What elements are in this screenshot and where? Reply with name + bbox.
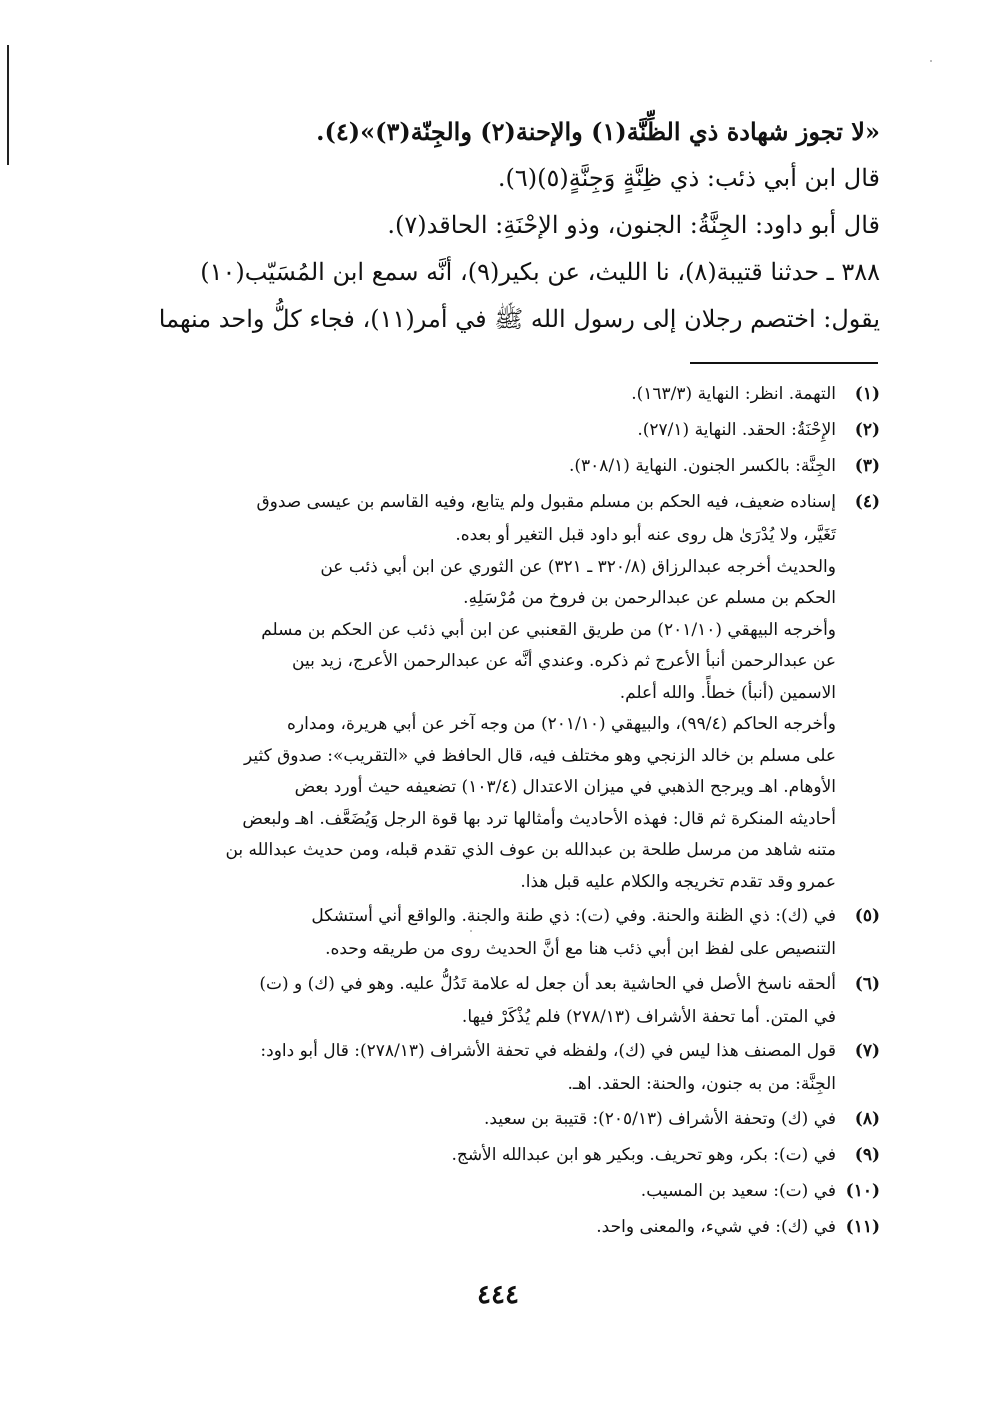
main-text-line: يقول: اختصم رجلان إلى رسول الله ﷺ في أمر(١١)، فجاء كلُّ واحد منهما bbox=[158, 305, 880, 333]
footnote-body bbox=[120, 1209, 836, 1245]
footnote-body bbox=[120, 966, 836, 1034]
footnote-body bbox=[120, 1101, 836, 1137]
footnote-line: والحديث أخرجه عبدالرزاق (٣٢٠/٨ ـ ٣٢١) عن الثوري عن ابن أبي ذئب عن bbox=[320, 556, 836, 577]
footnote-line: أحاديثه المنكرة ثم قال: فهذه الأحاديث وأمثالها ترد بها قوة الرجل وَيُضَعَّف. اهـ ولبعض bbox=[242, 808, 836, 829]
footnote-line: ألحقه ناسخ الأصل في الحاشية بعد أن جعل له علامة تَدُلُّ عليه. وهو في (ك) و (ت) bbox=[259, 973, 836, 994]
footnote-line: قول المصنف هذا ليس في (ك)، ولفظه في تحفة الأشراف (٢٧٨/١٣): قال أبو داود: bbox=[260, 1041, 836, 1061]
footnote-line: إسناده ضعيف، فيه الحكم بن مسلم مقبول ولم يتابع، وفيه القاسم بن عيسى صدوق bbox=[256, 492, 836, 512]
footnote-line: التهمة. انظر: النهاية (١٦٣/٣). bbox=[631, 384, 836, 404]
footnote-number: (١) bbox=[854, 384, 880, 404]
footnote-line: وأخرجه البيهقي (٢٠١/١٠) من طريق القعنبي عن ابن أبي ذئب عن الحكم بن مسلم bbox=[261, 619, 836, 640]
footnote-divider bbox=[690, 362, 878, 364]
footnote-body bbox=[120, 376, 836, 412]
footnote bbox=[120, 898, 880, 966]
footnote bbox=[120, 376, 880, 412]
footnote-body bbox=[120, 1173, 836, 1209]
footnote bbox=[120, 448, 880, 484]
main-text-line: ٣٨٨ ـ حدثنا قتيبة(٨)، نا الليث، عن بكير(٩)، أنَّه سمع ابن المُسَيّب(١٠) bbox=[200, 258, 880, 286]
footnote-number: (٥) bbox=[854, 906, 880, 926]
footnote-line: الأوهام. اهـ ويرجح الذهبي في ميزان الاعتدال (١٠٣/٤) تضعيفه حيث أورد بعض bbox=[294, 777, 836, 797]
footnote-line: الإِحْنَةُ: الحقد. النهاية (٢٧/١). bbox=[637, 420, 836, 440]
page-number: ٤٤٤ bbox=[477, 1280, 519, 1310]
main-text-line: قال أبو داود: الجِنَّةُ: الجنون، وذو الإحْنَةِ: الحاقد(٧). bbox=[387, 211, 880, 239]
footnote bbox=[120, 484, 880, 898]
footnote-line: تَغَيَّر، ولا يُدْرَىٰ هل روى عنه أبو داود قبل التغير أو بعده. bbox=[455, 525, 836, 545]
footnote-number: (٩) bbox=[854, 1144, 880, 1165]
footnote bbox=[120, 966, 880, 1034]
footnote-number: (١١) bbox=[845, 1216, 880, 1237]
footnote-body bbox=[120, 448, 836, 484]
footnote-line: عمرو وقد تقدم تخريجه والكلام عليه قبل هذا. bbox=[520, 871, 836, 892]
hadith-text-line: «لا تجوز شهادة ذي الظِّنَّة(١) والإحنة(٢) والجِنّة(٣)»(٤). bbox=[316, 117, 880, 146]
footnote-line: وأخرجه الحاكم (٩٩/٤)، والبيهقي (٢٠١/١٠) من وجه آخر عن أبي هريرة، ومداره bbox=[286, 714, 836, 734]
footnote-number: (٤) bbox=[854, 492, 880, 512]
scan-speck bbox=[930, 60, 932, 62]
footnote bbox=[120, 1101, 880, 1137]
footnote-body bbox=[120, 484, 836, 898]
footnote-body bbox=[120, 1137, 836, 1173]
footnote bbox=[120, 1137, 880, 1173]
footnotes bbox=[120, 376, 880, 1245]
binding-edge-line bbox=[7, 45, 9, 165]
footnote-number: (١٠) bbox=[845, 1180, 880, 1201]
main-text-line: قال ابن أبي ذئب: ذي ظِنَّةٍ وَجِنَّةٍ(٥)(٦). bbox=[497, 164, 880, 192]
footnote-body bbox=[120, 1033, 836, 1101]
footnote-line: في (ك) وتحفة الأشراف (٢٠٥/١٣): قتيبة بن سعيد. bbox=[483, 1108, 836, 1129]
footnote-line: في المتن. أما تحفة الأشراف (٢٧٨/١٣) فلم يُذْكَرْ فيها. bbox=[461, 1006, 836, 1027]
footnote-line: الجِنَّة: بالكسر الجنون. النهاية (٣٠٨/١). bbox=[568, 456, 836, 476]
footnote-number: (٧) bbox=[854, 1041, 880, 1061]
footnote-line: عن عبدالرحمن أنبأ الأعرج ثم ذكره. وعندي أنَّه عن عبدالرحمن الأعرج، زيد بين bbox=[292, 651, 836, 671]
footnote-number: (٣) bbox=[854, 456, 880, 476]
footnote-body bbox=[120, 898, 836, 966]
footnote-line: الحكم بن مسلم عن عبدالرحمن بن فروخ من مُرْسَلِهِ. bbox=[463, 588, 836, 608]
main-text bbox=[100, 108, 880, 343]
footnote-body bbox=[120, 412, 836, 448]
footnote-line: على مسلم بن خالد الزنجي وهو مختلف فيه، قال الحافظ في «التقريب»: صدوق كثير bbox=[243, 745, 836, 766]
footnote bbox=[120, 1173, 880, 1209]
footnote-line: الجِنَّة: من به جنون، والحنة: الحقد. اهـ. bbox=[567, 1074, 836, 1094]
footnote-line: في (ت): سعيد بن المسيب. bbox=[640, 1180, 836, 1201]
footnote-number: (٦) bbox=[854, 973, 880, 994]
footnote-number: (٨) bbox=[854, 1108, 880, 1129]
footnote bbox=[120, 412, 880, 448]
footnote-line: في (ت): بكر، وهو تحريف. وبكير هو ابن عبدالله الأشج. bbox=[451, 1144, 836, 1165]
footnote bbox=[120, 1209, 880, 1245]
footnote-line: التنصيص على لفظ ابن أبي ذئب هنا مع أنَّ الحديث روى من طريقه وحده. bbox=[325, 939, 836, 959]
footnote-line: متنه شاهد من مرسل طلحة بن عبدالله بن عوف الذي تقدم قبله، ومن حديث عبدالله بن bbox=[225, 840, 836, 860]
footnote-line: في (ك): في شيء، والمعنى واحد. bbox=[596, 1216, 836, 1237]
footnote-number: (٢) bbox=[854, 420, 880, 440]
footnote-line: في (ك): ذي الظنة والحنة. وفي (ت): ذي طنة والجنة. والواقع أني أستشكل bbox=[311, 906, 836, 926]
footnote-line: الاسمين (أنبأ) خطأً. والله أعلم. bbox=[619, 682, 836, 703]
footnote bbox=[120, 1033, 880, 1101]
